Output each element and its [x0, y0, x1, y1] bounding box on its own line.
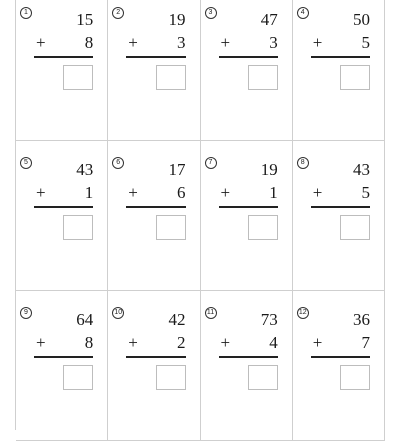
answer-box[interactable] [63, 65, 93, 90]
addend-bottom: 4 [269, 333, 278, 352]
problem-number: 5 [20, 157, 32, 169]
addend-top: 42 [168, 310, 186, 329]
addend-top: 73 [260, 310, 278, 329]
addend-bottom: 2 [177, 333, 186, 352]
problem-number: 9 [20, 307, 32, 319]
problem-number: 3 [205, 7, 217, 19]
sum-line [126, 356, 185, 358]
problem-number: 7 [205, 157, 217, 169]
plus-sign: + [128, 183, 138, 202]
problem-cell [201, 291, 293, 441]
answer-box[interactable] [248, 65, 278, 90]
addend-top: 64 [76, 310, 94, 329]
answer-box[interactable] [248, 215, 278, 240]
plus-sign: + [36, 33, 46, 52]
plus-sign: + [312, 33, 323, 52]
sum-line [126, 206, 185, 208]
sum-line [311, 206, 370, 208]
answer-box[interactable] [156, 365, 186, 390]
answer-box[interactable] [248, 365, 278, 390]
problem-cell [16, 0, 108, 141]
plus-sign: + [312, 183, 323, 202]
problem-cell [108, 291, 200, 441]
problem-number: 4 [297, 7, 309, 19]
plus-sign: + [312, 333, 323, 352]
addend-top: 43 [76, 160, 94, 179]
sum-line [34, 206, 93, 208]
addend-bottom: 3 [269, 33, 278, 52]
answer-box[interactable] [340, 65, 370, 90]
problem-cell [201, 141, 293, 291]
plus-sign: + [128, 33, 138, 52]
sum-line [219, 56, 278, 58]
addend-bottom: 6 [177, 183, 186, 202]
problem-number: 12 [297, 307, 309, 319]
addend-bottom: 1 [269, 183, 278, 202]
problem-number: 2 [112, 7, 124, 19]
plus-sign: + [220, 183, 231, 202]
sum-line [34, 356, 93, 358]
problem-cell [201, 0, 293, 141]
problem-number: 8 [297, 157, 309, 169]
answer-box[interactable] [340, 365, 370, 390]
problem-cell [16, 291, 108, 441]
problem-number: 1 [20, 7, 32, 19]
problem-number: 10 [112, 307, 124, 319]
addend-bottom: 8 [84, 333, 94, 352]
addend-top: 19 [168, 10, 186, 29]
problem-cell [293, 141, 385, 291]
problem-cell [293, 291, 385, 441]
answer-box[interactable] [63, 365, 93, 390]
sum-line [311, 356, 370, 358]
worksheet-grid [15, 0, 385, 430]
plus-sign: + [220, 333, 231, 352]
answer-box[interactable] [156, 215, 186, 240]
addend-top: 17 [168, 160, 186, 179]
addend-top: 15 [76, 10, 94, 29]
addend-top: 36 [353, 310, 370, 329]
addend-top: 50 [353, 10, 370, 29]
problem-cell [16, 141, 108, 291]
problem-cell [293, 0, 385, 141]
problem-cell [108, 141, 200, 291]
plus-sign: + [36, 183, 46, 202]
sum-line [34, 56, 93, 58]
problem-cell [108, 0, 200, 141]
sum-line [219, 356, 278, 358]
plus-sign: + [36, 333, 46, 352]
sum-line [311, 56, 370, 58]
addend-bottom: 1 [84, 183, 94, 202]
addend-top: 19 [260, 160, 278, 179]
addend-bottom: 5 [361, 33, 370, 52]
sum-line [126, 56, 185, 58]
problem-number: 11 [205, 307, 217, 319]
answer-box[interactable] [63, 215, 93, 240]
answer-box[interactable] [340, 215, 370, 240]
addend-top: 47 [260, 10, 278, 29]
problem-number: 6 [112, 157, 124, 169]
sum-line [219, 206, 278, 208]
addend-bottom: 5 [361, 183, 370, 202]
plus-sign: + [220, 33, 231, 52]
answer-box[interactable] [156, 65, 186, 90]
plus-sign: + [128, 333, 138, 352]
addend-bottom: 3 [177, 33, 186, 52]
addend-bottom: 8 [84, 33, 94, 52]
addend-bottom: 7 [361, 333, 370, 352]
addend-top: 43 [353, 160, 370, 179]
